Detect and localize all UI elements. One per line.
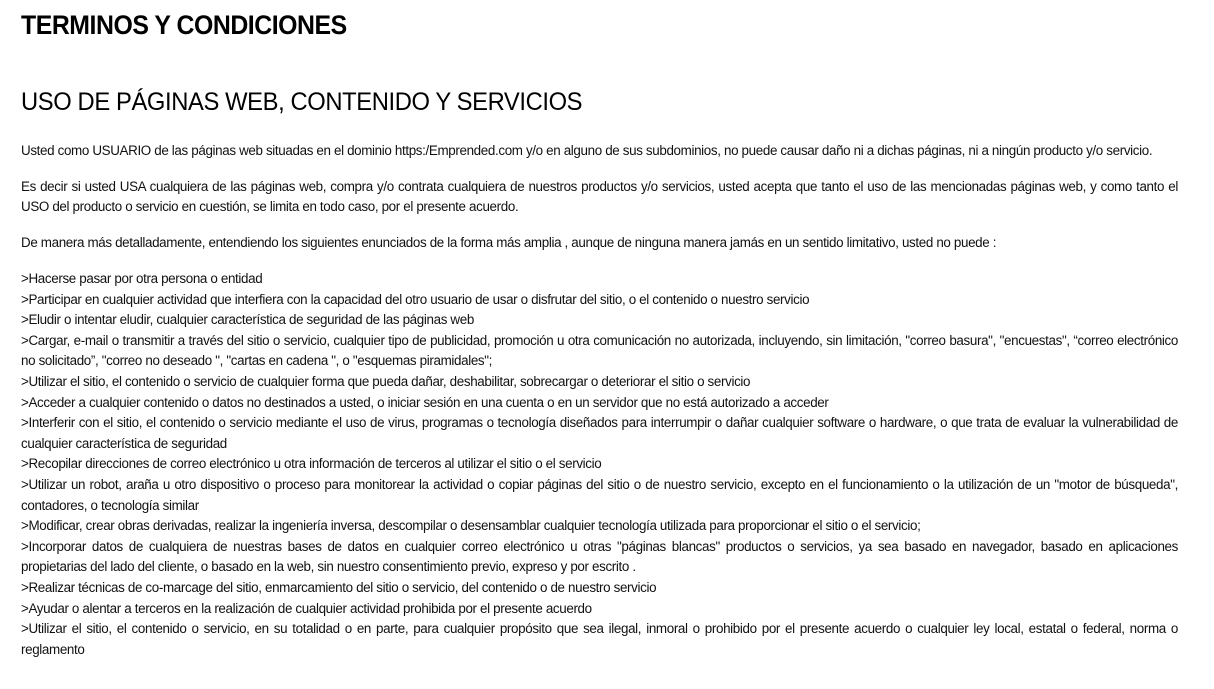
paragraph-acceptance: Es decir si usted USA cualquiera de las páginas web, compra y/o contrata cualquiera de nuestros productos y/o servicios, usted acepta que tanto el uso de las mencionadas páginas web, y como tanto el USO del producto o servicio en cuestión, se limita en todo caso, por el presente acuerdo.	[21, 179, 1178, 214]
restriction-item: >Realizar técnicas de co-marcage del sitio, enmarcamiento del sitio o servicio, del contenido o de nuestro servicio	[21, 579, 657, 595]
restriction-item: >Utilizar un robot, araña u otro dispositivo o proceso para monitorear la actividad o copiar páginas del sitio o de nuestro servicio, excepto en el funcionamiento o la utilización de un "motor de búsqueda", contadores, o tecnología similar	[21, 476, 1178, 513]
restriction-item: >Utilizar el sitio, el contenido o servicio de cualquier forma que pueda dañar, deshabilitar, sobrecargar o deteriorar el sitio o servicio	[21, 373, 751, 389]
paragraph-domain-usage: Usted como USUARIO de las páginas web situadas en el dominio https:/Emprended.com y/o en alguno de sus subdominios, no puede causar daño ni a dichas páginas, ni a ningún producto y/o servicio.	[21, 143, 1153, 158]
restriction-item: >Eludir o intentar eludir, cualquier característica de seguridad de las páginas web	[21, 312, 474, 328]
restriction-item: >Utilizar el sitio, el contenido o servicio, en su totalidad o en parte, para cualquier propósito que sea ilegal, inmoral o prohibido por el presente acuerdo o cualquier ley local, estatal o federal, norma o reglamento	[21, 621, 1178, 657]
terms-content	[21, 141, 1178, 660]
restriction-item: >Participar en cualquier actividad que interfiera con la capacidad del otro usuario de usar o disfrutar del sitio, o el contenido o nuestro servicio	[21, 291, 810, 307]
restriction-item: >Ayudar o alentar a terceros en la realización de cualquier actividad prohibida por el presente acuerdo	[21, 600, 592, 616]
restriction-item: >Incorporar datos de cualquiera de nuestras bases de datos en cualquier correo electrónico u otras "páginas blancas" productos o servicios, ya sea basado en navegador, basado en aplicaciones propietarias del lado del cliente, o basado en la web, sin nuestro consentimiento previo, expreso y por escrito .	[21, 538, 1178, 575]
restriction-item: >Hacerse pasar por otra persona o entidad	[21, 271, 263, 286]
restriction-item: >Interferir con el sitio, el contenido o servicio mediante el uso de virus, programas o tecnología diseñados para interrumpir o dañar cualquier software o hardware, o que trata de evaluar la vulnerabilidad de cualquier característica de seguridad	[21, 415, 1178, 451]
restriction-item: >Acceder a cualquier contenido o datos no destinados a usted, o iniciar sesión en una cuenta o en un servidor que no está autorizado a acceder	[21, 394, 829, 410]
section-title: USO DE PÁGINAS WEB, CONTENIDO Y SERVICIOS	[21, 88, 583, 116]
restriction-item: >Recopilar direcciones de correo electrónico u otra información de terceros al utilizar el sitio o el servicio	[21, 456, 602, 472]
restriction-item: >Modificar, crear obras derivadas, realizar la ingeniería inversa, descompilar o desensamblar cualquier tecnología utilizada para proporcionar el sitio o el servicio;	[21, 518, 921, 534]
restriction-item: >Cargar, e-mail o transmitir a través del sitio o servicio, cualquier tipo de publicidad, promoción u otra comunicación no autorizada, incluyendo, sin limitación, "correo basura", "encuestas", “correo electrónico no solicitado”, "correo no deseado ", "cartas en cadena ", o "esquemas piramidales";	[21, 332, 1178, 369]
paragraph-restrictions-intro: De manera más detalladamente, entendiendo los siguientes enunciados de la forma más amplia , aunque de ninguna manera jamás en un sentido limitativo, usted no puede :	[21, 235, 997, 250]
restrictions-list	[21, 269, 1178, 660]
page-title: TERMINOS Y CONDICIONES	[21, 10, 347, 40]
